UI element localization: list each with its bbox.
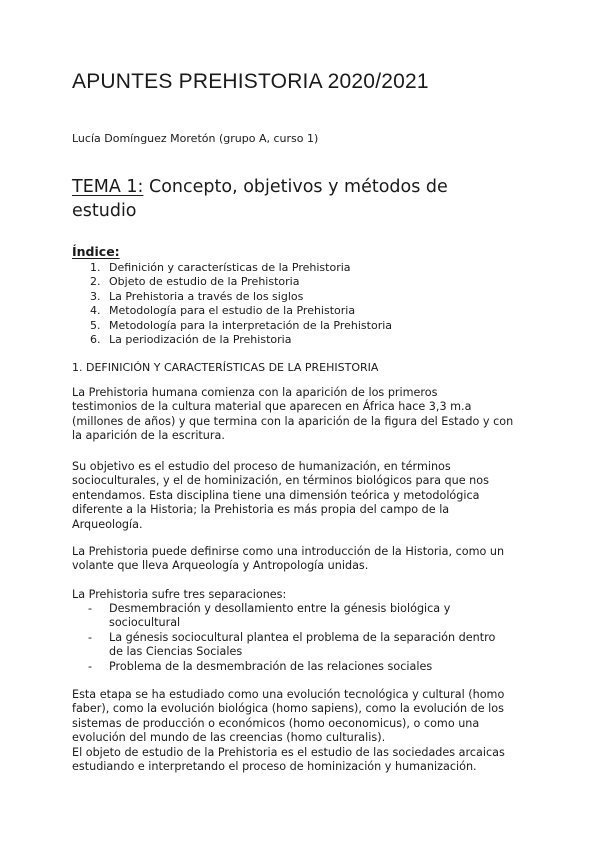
paragraph-line: faber), como la evolución biológica (homo sapiens), como la evolución de los: [72, 702, 504, 716]
index-item: [90, 319, 392, 333]
index-number: 1.: [90, 261, 101, 274]
dash-bullet: -: [88, 630, 93, 644]
index-number: 5.: [90, 318, 101, 332]
index-item: [90, 304, 392, 318]
paragraph-line: estudiando e interpretando el proceso de hominización y humanización.: [72, 760, 477, 774]
heading-line-1: Concepto, objetivos y métodos de: [143, 177, 448, 197]
list-item-line: Problema de la desmembración de las relaciones sociales: [109, 659, 433, 673]
index-text: Metodología para el estudio de la Prehistoria: [109, 304, 356, 318]
paragraph-line: volante que lleva Arqueología y Antropología unidas.: [72, 559, 369, 573]
list-item-line: Desmembración y desollamiento entre la génesis biológica y: [109, 602, 451, 615]
document-title: APUNTES PREHISTORIA 2020/2021: [72, 70, 429, 93]
paragraph-line: testimonios de la cultura material que aparecen en África hace 3,3 m.a: [72, 400, 472, 414]
heading-line-2: estudio: [72, 201, 137, 221]
author-line: Lucía Domínguez Moretón (grupo A, curso 1): [72, 132, 319, 145]
paragraph-4-intro: [72, 588, 532, 602]
paragraph-line: sistemas de producción o económicos (homo oeconomicus), o como una: [72, 716, 480, 730]
index-item: [90, 261, 392, 275]
paragraph-line: Arqueología.: [72, 517, 143, 531]
paragraph-line: evolución del mundo de las creencias (homo culturalis).: [72, 731, 386, 745]
tema-label: TEMA 1:: [72, 177, 144, 197]
paragraph-5: [72, 688, 532, 774]
paragraph-line: (millones de años) y que termina con la aparición de la figura del Estado y con: [72, 414, 514, 428]
dash-bullet: -: [88, 602, 93, 615]
paragraph-line: Esta etapa se ha estudiado como una evolución tecnológica y cultural (homo: [72, 688, 505, 701]
index-number: 2.: [90, 275, 101, 289]
list-item-line: de las Ciencias Sociales: [109, 645, 243, 659]
index-item: [90, 290, 392, 304]
list-item: [88, 631, 495, 660]
paragraph-line: La Prehistoria humana comienza con la aparición de los primeros: [72, 386, 438, 399]
index-number: 6.: [90, 333, 101, 347]
list-item-line: sociocultural: [109, 616, 181, 630]
subsection-heading: 1. DEFINICIÓN Y CARACTERÍSTICAS DE LA PREHISTORIA: [72, 361, 379, 374]
paragraph-line: entendamos. Esta disciplina tiene una dimensión teórica y metodológica: [72, 488, 480, 502]
index-list: [90, 261, 392, 347]
paragraph-1: [72, 386, 532, 444]
index-item: [90, 275, 392, 289]
index-text: Objeto de estudio de la Prehistoria: [109, 275, 300, 289]
index-number: 4.: [90, 304, 101, 318]
index-text: La Prehistoria a través de los siglos: [109, 289, 304, 303]
index-number: 3.: [90, 289, 101, 303]
list-item-line: La génesis sociocultural plantea el problema de la separación dentro: [109, 630, 496, 644]
separations-list: [88, 602, 495, 674]
paragraph-line: diferente a la Historia; la Prehistoria es más propia del campo de la: [72, 503, 450, 517]
dash-bullet: -: [88, 659, 93, 673]
paragraph-2: [72, 460, 532, 532]
index-text: La periodización de la Prehistoria: [109, 333, 292, 347]
paragraph-3: [72, 545, 532, 574]
index-text: Definición y características de la Prehistoria: [109, 261, 351, 274]
paragraph-line: Su objetivo es el estudio del proceso de humanización, en términos: [72, 460, 451, 473]
list-item: [88, 602, 495, 631]
list-item: [88, 660, 495, 674]
paragraph-line: socioculturales, y el de hominización, en términos biológicos para que nos: [72, 474, 489, 488]
index-item: [90, 333, 392, 347]
index-label: Índice:: [72, 244, 120, 259]
paragraph-line: El objeto de estudio de la Prehistoria es el estudio de las sociedades arcaicas: [72, 745, 505, 759]
section-heading: [72, 175, 512, 223]
paragraph-line: La Prehistoria puede definirse como una introducción de la Historia, como un: [72, 545, 505, 558]
index-text: Metodología para la interpretación de la Prehistoria: [109, 318, 393, 332]
paragraph-line: la aparición de la escritura.: [72, 429, 225, 443]
paragraph-line: La Prehistoria sufre tres separaciones:: [72, 588, 287, 601]
